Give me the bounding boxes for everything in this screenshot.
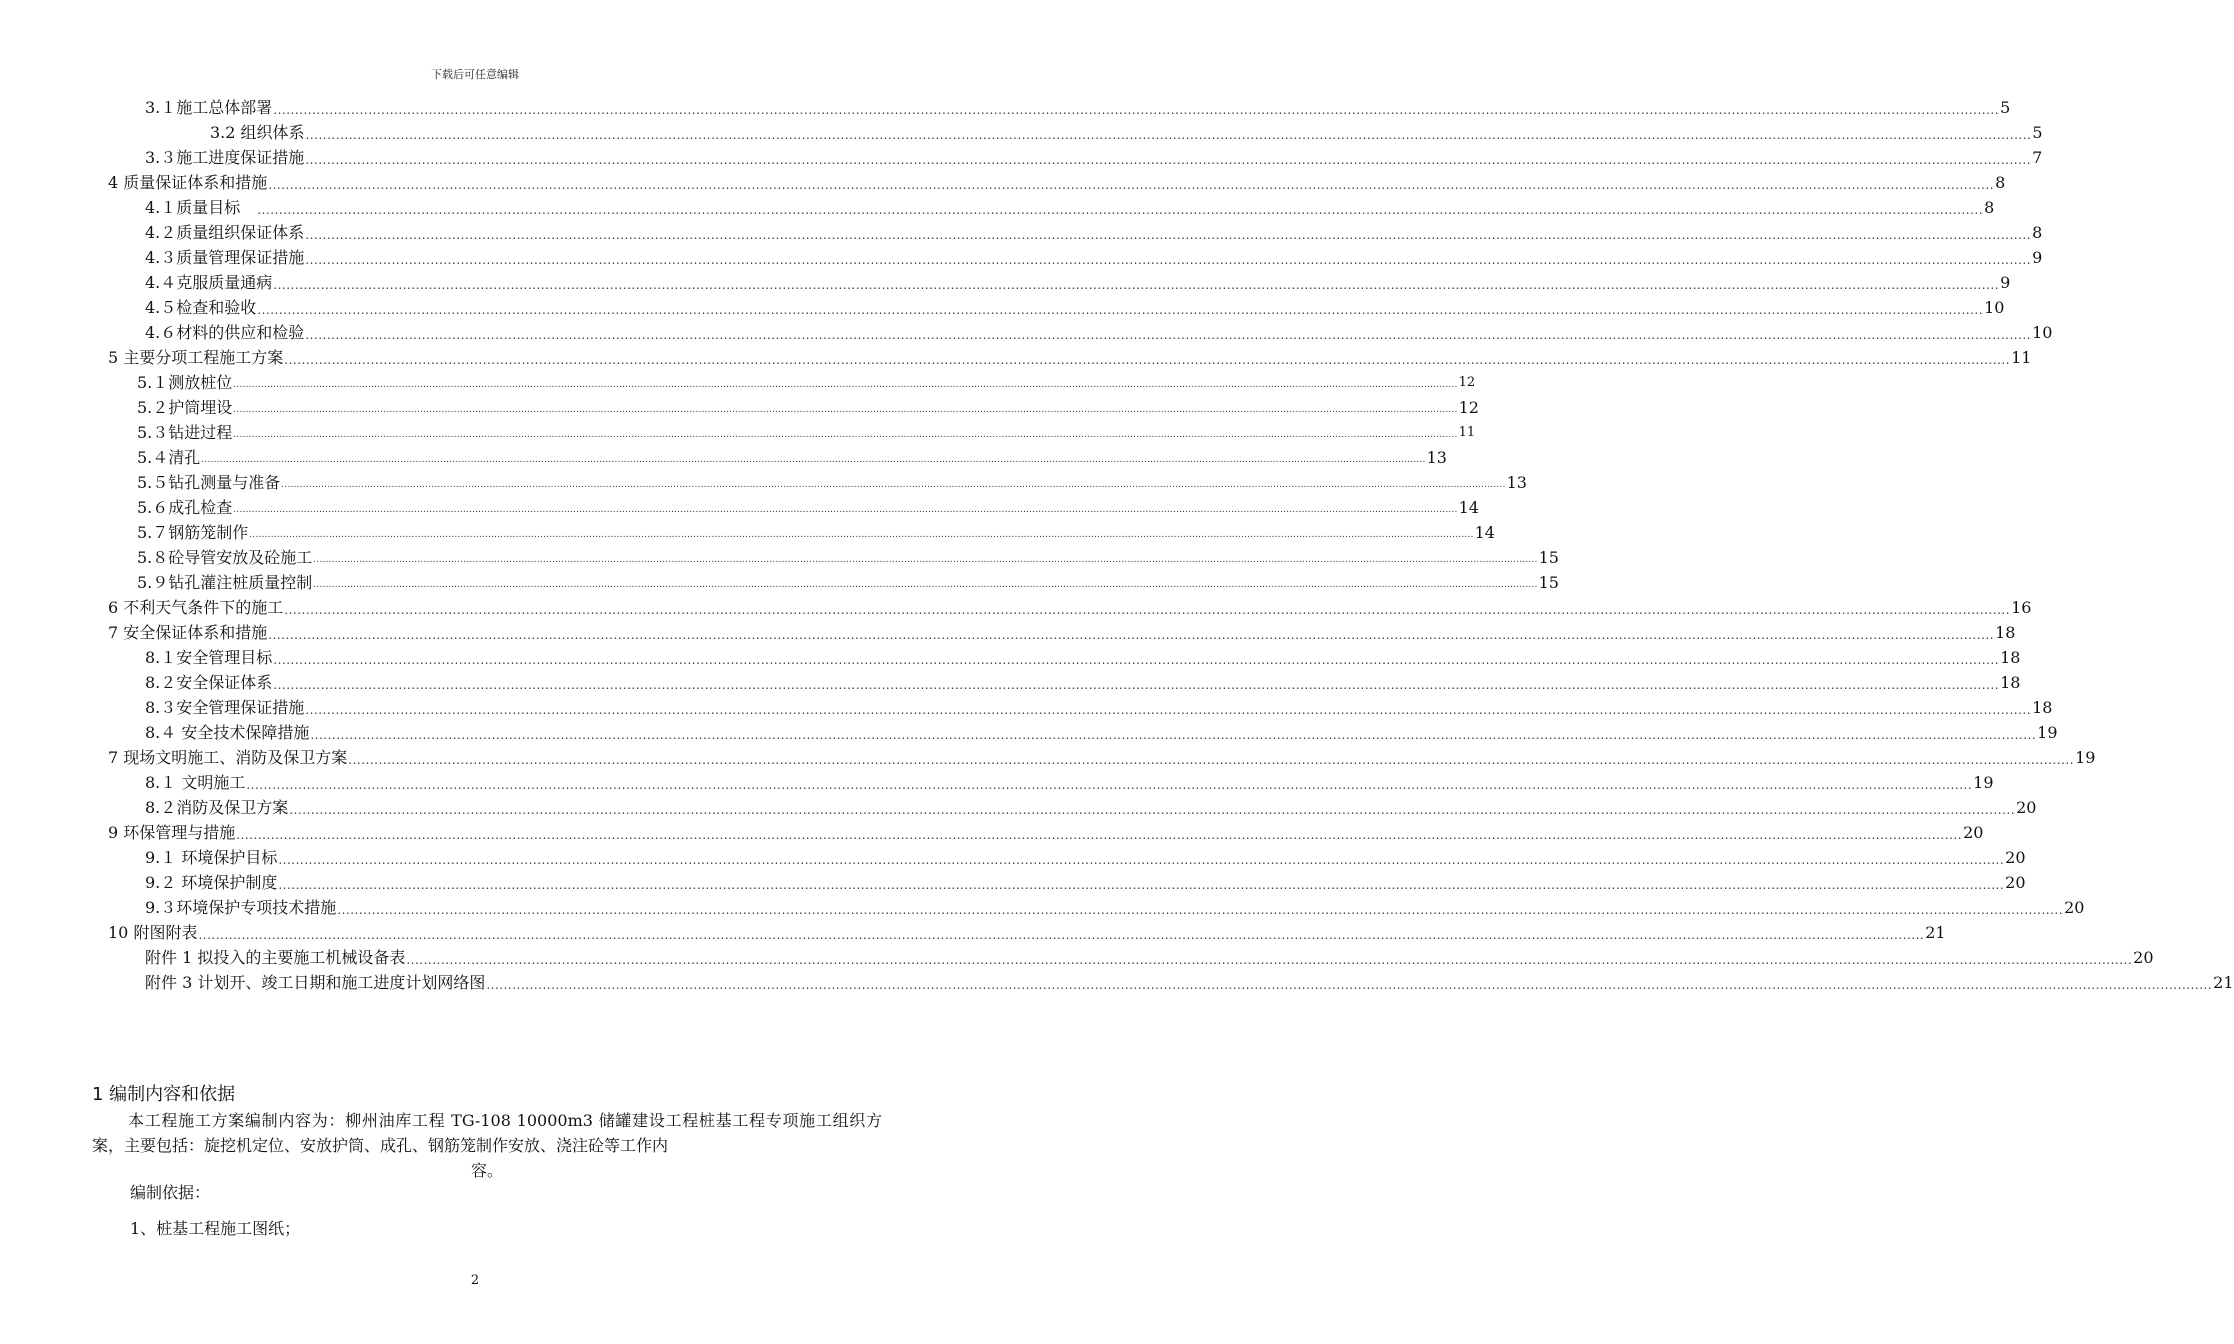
toc-entry[interactable]: [108, 344, 2032, 368]
toc-entry-label: 4.６材料的供应和检验: [145, 323, 305, 342]
toc-entry-label: 10 附图附表: [108, 923, 198, 942]
toc-entry-page: 20: [2005, 873, 2026, 892]
toc-dot-leader: ................................................................................................................................................................................................................................................................................................................................................................................................................: [198, 928, 1925, 942]
toc-entry-page: 18: [2000, 648, 2021, 667]
toc-entry-page: 12: [1458, 398, 1479, 417]
toc-entry-label: 6 不利天气条件下的施工: [108, 598, 284, 617]
toc-entry-page: 11: [1458, 425, 1476, 440]
toc-entry-page: 19: [2075, 748, 2096, 767]
toc-entry-page: 14: [1474, 523, 1495, 542]
toc-dot-leader: ................................................................................................................................................................................................................................................................................................................................................................................................................: [313, 555, 1538, 565]
toc-entry-label: 7 现场文明施工、消防及保卫方案: [108, 748, 348, 767]
toc-entry-label: 7 安全保证体系和措施: [108, 623, 268, 642]
toc-entry-page: 18: [1995, 623, 2016, 642]
toc-entry-page: 19: [1973, 773, 1994, 792]
toc-entry-label: 5.８砼导管安放及砼施工: [137, 548, 313, 567]
toc-entry-label: 8.４ 安全技术保障措施: [145, 723, 310, 742]
toc-entry[interactable]: [145, 144, 2043, 168]
toc-entry[interactable]: [137, 444, 1447, 468]
toc-entry-page: 8: [2032, 223, 2043, 242]
basis-label: 编制依据：: [130, 1183, 211, 1202]
toc-entry-label: 9 环保管理与措施: [108, 823, 236, 842]
toc-entry-page: 5: [2000, 98, 2011, 117]
section-heading: 1 编制内容和依据: [92, 1084, 236, 1105]
toc-entry[interactable]: [108, 619, 2016, 643]
toc-entry-page: 15: [1538, 573, 1559, 592]
toc-entry[interactable]: [137, 544, 1559, 568]
toc-entry-page: 18: [2032, 698, 2053, 717]
toc-dot-leader: ................................................................................................................................................................................................................................................................................................................................................................................................................: [233, 405, 1458, 415]
toc-entry[interactable]: [145, 194, 1995, 218]
toc-entry-label: 5.４清孔: [137, 448, 201, 467]
toc-entry-label: 8.１安全管理目标: [145, 648, 273, 667]
toc-entry[interactable]: [108, 919, 1946, 943]
toc-dot-leader: ................................................................................................................................................................................................................................................................................................................................................................................................................: [348, 753, 2075, 767]
toc-entry-page: 9: [2032, 248, 2043, 267]
toc-entry-page: 11: [2011, 348, 2032, 367]
toc-dot-leader: ................................................................................................................................................................................................................................................................................................................................................................................................................: [305, 128, 2032, 142]
toc-dot-leader: ................................................................................................................................................................................................................................................................................................................................................................................................................: [201, 455, 1426, 465]
toc-entry-label: 9.３环境保护专项技术措施: [145, 898, 337, 917]
toc-entry-page: 20: [2133, 948, 2154, 967]
toc-entry[interactable]: [145, 219, 2043, 243]
toc-entry-label: 5.５钻孔测量与准备: [137, 473, 281, 492]
toc-dot-leader: ................................................................................................................................................................................................................................................................................................................................................................................................................: [273, 653, 2000, 667]
toc-dot-leader: ................................................................................................................................................................................................................................................................................................................................................................................................................: [233, 380, 1458, 390]
toc-entry[interactable]: [145, 844, 2026, 868]
toc-dot-leader: ................................................................................................................................................................................................................................................................................................................................................................................................................: [249, 530, 1474, 540]
toc-entry[interactable]: [145, 944, 2154, 968]
toc-entry-page: 12: [1458, 375, 1476, 390]
toc-entry[interactable]: [108, 819, 1984, 843]
toc-entry[interactable]: [137, 494, 1479, 518]
toc-entry[interactable]: [145, 319, 2053, 343]
toc-entry-page: 13: [1506, 473, 1527, 492]
body-paragraph-end: 容。: [470, 1161, 503, 1180]
toc-entry[interactable]: [145, 294, 2005, 318]
toc-entry-page: 21: [2213, 973, 2234, 992]
toc-entry[interactable]: [145, 669, 2021, 693]
toc-dot-leader: ................................................................................................................................................................................................................................................................................................................................................................................................................: [257, 203, 1984, 217]
toc-entry-label: 附件 1 拟投入的主要施工机械设备表: [145, 948, 406, 967]
toc-entry[interactable]: [137, 369, 1476, 393]
body-paragraph: [92, 1108, 882, 1183]
toc-dot-leader: ................................................................................................................................................................................................................................................................................................................................................................................................................: [305, 253, 2032, 267]
toc-entry-label: 3.2 组织体系: [210, 123, 305, 142]
toc-entry[interactable]: [108, 169, 2006, 193]
toc-dot-leader: ................................................................................................................................................................................................................................................................................................................................................................................................................: [313, 580, 1538, 590]
toc-entry[interactable]: [145, 719, 2058, 743]
toc-entry[interactable]: [145, 794, 2037, 818]
toc-entry[interactable]: [137, 419, 1476, 443]
toc-entry-page: 8: [1984, 198, 1995, 217]
toc-dot-leader: ................................................................................................................................................................................................................................................................................................................................................................................................................: [273, 103, 2000, 117]
toc-entry-label: 4.１质量目标: [145, 198, 257, 217]
toc-entry-page: 7: [2032, 148, 2043, 167]
toc-dot-leader: ................................................................................................................................................................................................................................................................................................................................................................................................................: [268, 178, 1995, 192]
toc-entry[interactable]: [145, 244, 2043, 268]
toc-entry[interactable]: [145, 269, 2011, 293]
toc-dot-leader: ................................................................................................................................................................................................................................................................................................................................................................................................................: [305, 153, 2032, 167]
toc-entry-label: 附件 3 计划开、竣工日期和施工进度计划网络图: [145, 973, 486, 992]
toc-entry[interactable]: [137, 569, 1559, 593]
toc-entry[interactable]: [108, 744, 2096, 768]
toc-entry-label: 8.１ 文明施工: [145, 773, 246, 792]
toc-entry-label: 3.１施工总体部署: [145, 98, 273, 117]
toc-dot-leader: ................................................................................................................................................................................................................................................................................................................................................................................................................: [337, 903, 2064, 917]
toc-entry[interactable]: [145, 644, 2021, 668]
toc-entry[interactable]: [145, 869, 2026, 893]
toc-entry-page: 5: [2032, 123, 2043, 142]
toc-entry-label: 4 质量保证体系和措施: [108, 173, 268, 192]
toc-entry[interactable]: [108, 594, 2032, 618]
toc-entry-page: 13: [1426, 448, 1447, 467]
toc-dot-leader: ................................................................................................................................................................................................................................................................................................................................................................................................................: [268, 628, 1995, 642]
toc-entry-label: 4.２质量组织保证体系: [145, 223, 305, 242]
toc-entry[interactable]: [210, 119, 2043, 143]
toc-entry-label: 8.３安全管理保证措施: [145, 698, 305, 717]
toc-entry-label: 4.４克服质量通病: [145, 273, 273, 292]
toc-dot-leader: ................................................................................................................................................................................................................................................................................................................................................................................................................: [486, 978, 2213, 992]
toc-entry-label: 5.７钢筋笼制作: [137, 523, 249, 542]
toc-dot-leader: ................................................................................................................................................................................................................................................................................................................................................................................................................: [273, 278, 2000, 292]
basis-item-1: 1、桩基工程施工图纸；: [130, 1219, 301, 1238]
toc-entry[interactable]: [145, 894, 2085, 918]
toc-entry-label: 3.３施工进度保证措施: [145, 148, 305, 167]
toc-dot-leader: ................................................................................................................................................................................................................................................................................................................................................................................................................: [278, 878, 2005, 892]
toc-dot-leader: ................................................................................................................................................................................................................................................................................................................................................................................................................: [284, 353, 2011, 367]
toc-entry-label: 9.２ 环境保护制度: [145, 873, 278, 892]
toc-entry-label: 5 主要分项工程施工方案: [108, 348, 284, 367]
toc-entry-label: 4.３质量管理保证措施: [145, 248, 305, 267]
toc-entry-page: 16: [2011, 598, 2032, 617]
toc-entry[interactable]: [145, 769, 1994, 793]
toc-entry[interactable]: [145, 94, 2011, 118]
toc-entry-page: 21: [1925, 923, 1946, 942]
toc-entry-label: 4.５检查和验收: [145, 298, 257, 317]
toc-entry-page: 19: [2037, 723, 2058, 742]
toc-entry-page: 18: [2000, 673, 2021, 692]
body-paragraph-text: 本工程施工方案编制内容为：柳州油库工程 TG-108 10000m3 储罐建设工程桩基工程专项施工组织方案，主要包括：旋挖机定位、安放护筒、成孔、钢筋笼制作安放、浇注砼等工作内: [92, 1111, 882, 1155]
toc-entry-label: 5.２护筒埋设: [137, 398, 233, 417]
toc-dot-leader: ................................................................................................................................................................................................................................................................................................................................................................................................................: [305, 328, 2032, 342]
toc-dot-leader: ................................................................................................................................................................................................................................................................................................................................................................................................................: [305, 228, 2032, 242]
toc-entry-label: 5.１测放桩位: [137, 373, 233, 392]
toc-dot-leader: ................................................................................................................................................................................................................................................................................................................................................................................................................: [281, 480, 1506, 490]
toc-entry-page: 20: [2016, 798, 2037, 817]
toc-dot-leader: ................................................................................................................................................................................................................................................................................................................................................................................................................: [246, 778, 1973, 792]
toc-dot-leader: ................................................................................................................................................................................................................................................................................................................................................................................................................: [233, 505, 1458, 515]
page-number: 2: [470, 1273, 480, 1288]
toc-entry-page: 15: [1538, 548, 1559, 567]
toc-entry-page: 8: [1995, 173, 2006, 192]
toc-entry-page: 20: [2064, 898, 2085, 917]
toc-entry-label: 9.１ 环境保护目标: [145, 848, 278, 867]
toc-entry[interactable]: [137, 519, 1495, 543]
toc-entry-page: 20: [2005, 848, 2026, 867]
toc-dot-leader: ................................................................................................................................................................................................................................................................................................................................................................................................................: [406, 953, 2133, 967]
toc-entry[interactable]: [137, 469, 1527, 493]
toc-dot-leader: ................................................................................................................................................................................................................................................................................................................................................................................................................: [278, 853, 2005, 867]
toc-entry-label: 8.２安全保证体系: [145, 673, 273, 692]
toc-entry-page: 9: [2000, 273, 2011, 292]
toc-dot-leader: ................................................................................................................................................................................................................................................................................................................................................................................................................: [284, 603, 2011, 617]
toc-entry-page: 10: [2032, 323, 2053, 342]
toc-entry-label: 5.６成孔检查: [137, 498, 233, 517]
toc-dot-leader: ................................................................................................................................................................................................................................................................................................................................................................................................................: [236, 828, 1963, 842]
toc-entry-page: 20: [1963, 823, 1984, 842]
toc-dot-leader: ................................................................................................................................................................................................................................................................................................................................................................................................................: [257, 303, 1984, 317]
toc-dot-leader: ................................................................................................................................................................................................................................................................................................................................................................................................................: [305, 703, 2032, 717]
toc-entry[interactable]: [145, 969, 2234, 993]
toc-entry-page: 10: [1984, 298, 2005, 317]
toc-entry[interactable]: [137, 394, 1479, 418]
toc-entry[interactable]: [145, 694, 2053, 718]
toc-dot-leader: ................................................................................................................................................................................................................................................................................................................................................................................................................: [233, 430, 1458, 440]
toc-entry-label: 5.９钻孔灌注桩质量控制: [137, 573, 313, 592]
toc-entry-page: 14: [1458, 498, 1479, 517]
toc-dot-leader: ................................................................................................................................................................................................................................................................................................................................................................................................................: [289, 803, 2016, 817]
toc-dot-leader: ................................................................................................................................................................................................................................................................................................................................................................................................................: [273, 678, 2000, 692]
header-note: 下载后可任意编辑: [431, 68, 519, 81]
toc-entry-label: 8.２消防及保卫方案: [145, 798, 289, 817]
toc-entry-label: 5.３钻进过程: [137, 423, 233, 442]
toc-dot-leader: ................................................................................................................................................................................................................................................................................................................................................................................................................: [310, 728, 2037, 742]
